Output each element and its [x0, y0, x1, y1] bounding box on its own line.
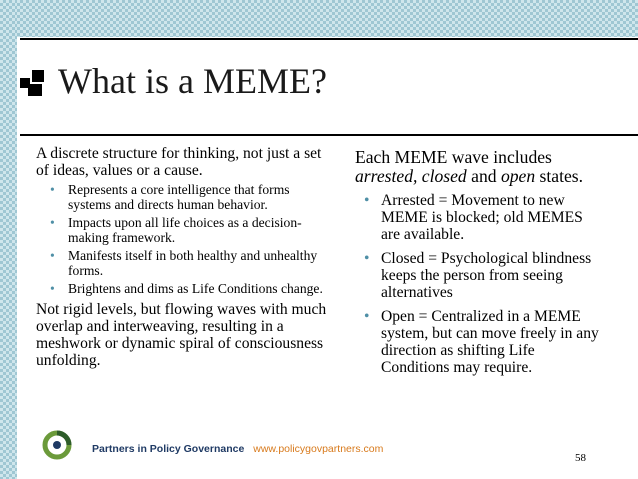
bullet-icon: •	[364, 308, 370, 325]
intro-italic-states: arrested, closed	[355, 166, 467, 186]
intro-italic-open: open	[500, 166, 536, 186]
top-divider	[20, 38, 638, 40]
bullet-icon: •	[50, 182, 55, 197]
bullet-text: Impacts upon all life choices as a decision-making framework.	[68, 215, 302, 245]
partners-logo-icon	[42, 430, 72, 460]
slide-title: What is a MEME?	[58, 61, 327, 101]
left-column	[36, 145, 336, 369]
left-closing: Not rigid levels, but flowing waves with much overlap and interweaving, resulting in a meshwork or dynamic spiral of consciousness unfolding.	[36, 300, 327, 369]
right-bullet-list	[355, 192, 605, 376]
intro-text: and	[466, 166, 501, 186]
bullet-text: Represents a core intelligence that forms systems and directs human behavior.	[68, 182, 290, 212]
stacked-squares-icon	[20, 70, 46, 96]
bullet-icon: •	[50, 248, 55, 263]
bullet-icon: •	[50, 281, 55, 296]
bullet-text: Closed = Psychological blindness keeps the person from seeing alternatives	[381, 250, 592, 301]
list-item	[36, 216, 336, 245]
footer-org-name: Partners in Policy Governance	[92, 443, 245, 455]
list-item	[36, 249, 336, 278]
left-intro: A discrete structure for thinking, not just a set of ideas, values or a cause.	[36, 145, 322, 179]
footer-url[interactable]: www.policygovpartners.com	[253, 443, 384, 455]
footer	[92, 443, 383, 455]
bullet-icon: •	[50, 215, 55, 230]
bullet-icon: •	[364, 192, 370, 209]
intro-text: Each MEME wave includes	[355, 147, 552, 167]
intro-text: states.	[535, 166, 584, 186]
list-item	[36, 183, 336, 212]
bullet-text: Manifests itself in both healthy and unhealthy forms.	[68, 248, 318, 278]
list-item	[355, 192, 605, 243]
title-divider	[20, 134, 638, 136]
left-decorative-stripe	[0, 0, 17, 479]
right-intro	[355, 148, 605, 186]
bullet-text: Open = Centralized in a MEME system, but can move freely in any direction as shifting Life Conditions may require.	[381, 308, 599, 376]
left-bullet-list	[36, 183, 336, 297]
bullet-text: Brightens and dims as Life Conditions change.	[68, 281, 323, 296]
page-number: 58	[575, 452, 586, 464]
right-column	[355, 148, 605, 383]
top-decorative-stripe	[17, 0, 638, 37]
list-item	[355, 250, 605, 301]
list-item	[355, 308, 605, 376]
list-item	[36, 282, 336, 297]
bullet-icon: •	[364, 250, 370, 267]
bullet-text: Arrested = Movement to new MEME is blocked; old MEMES are available.	[381, 192, 583, 243]
